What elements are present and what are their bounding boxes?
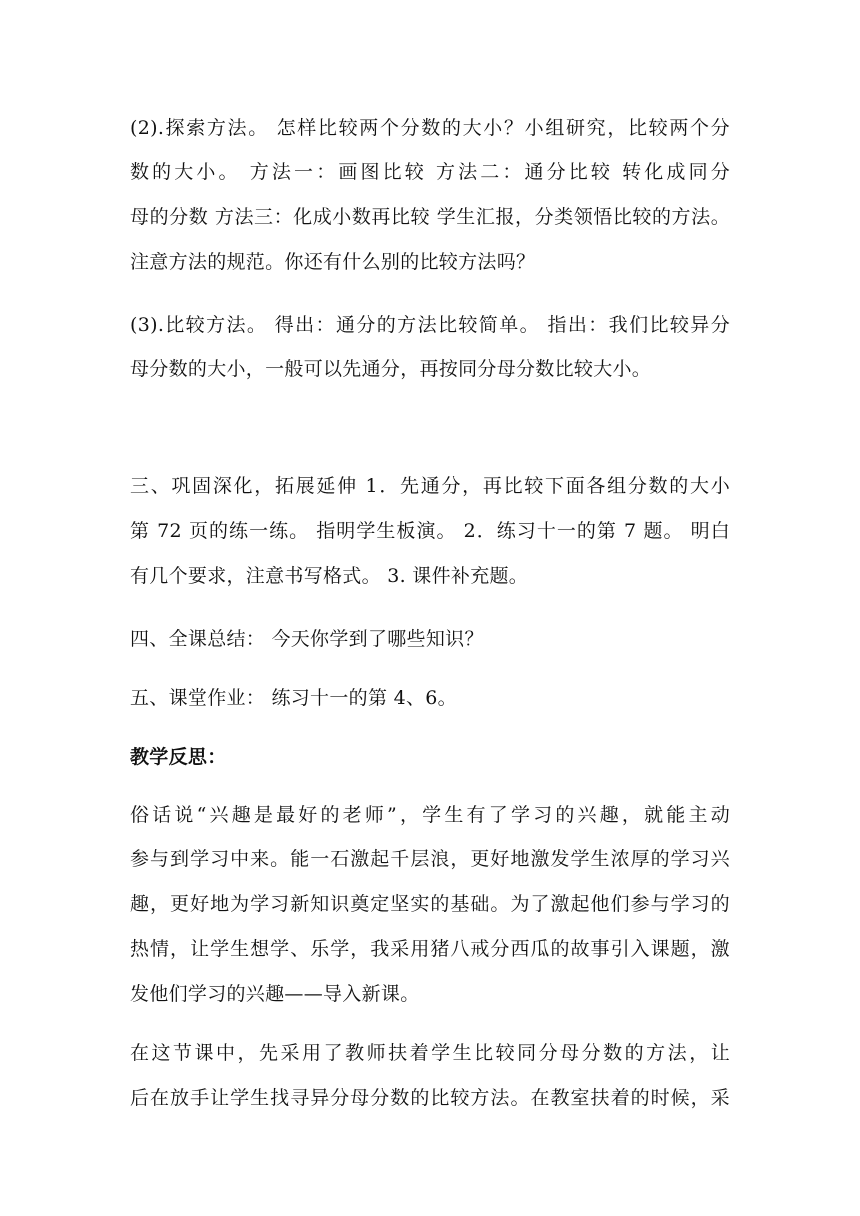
reflection-paragraph-1-line-3: 趣，更好地为学习新知识奠定坚实的基础。为了激起他们参与学习的	[130, 893, 730, 915]
reflection-paragraph-1-line-1: 俗话说“兴趣是最好的老师”，学生有了学习的兴趣，就能主动	[130, 804, 730, 826]
paragraph-compare-line-2: 母分数的大小，一般可以先通分，再按同分母分数比较大小。	[130, 358, 652, 380]
reflection-paragraph-1-line-4: 热情，让学生想学、乐学，我采用猪八戒分西瓜的故事引入课题，激	[130, 938, 730, 960]
reflection-heading: 教学反思：	[130, 746, 227, 768]
reflection-paragraph-1-line-5: 发他们学习的兴趣——导入新课。	[130, 983, 420, 1005]
section-four-summary: 四、全课总结： 今天你学到了哪些知识？	[130, 628, 484, 650]
reflection-paragraph-1-line-2: 参与到学习中来。能一石激起千层浪，更好地激发学生浓厚的学习兴	[130, 848, 730, 870]
section-three-line-2: 第 72 页的练一练。 指明学生板演。 2．练习十一的第 7 题。 明白	[130, 520, 730, 542]
section-three-line-3: 有几个要求，注意书写格式。 3. 课件补充题。	[130, 565, 529, 587]
reflection-paragraph-2-line-1: 在这节课中，先采用了教师扶着学生比较同分母分数的方法，让	[130, 1042, 730, 1064]
paragraph-explore-line-4: 注意方法的规范。你还有什么别的比较方法吗？	[130, 251, 536, 273]
paragraph-explore-line-2: 数的大小。 方法一：画图比较 方法二：通分比较 转化成同分	[130, 161, 730, 183]
paragraph-explore-line-3: 母的分数 方法三：化成小数再比较 学生汇报，分类领悟比较的方法。	[130, 206, 730, 228]
section-three-line-1: 三、巩固深化，拓展延伸 1．先通分，再比较下面各组分数的大小	[130, 475, 730, 497]
paragraph-compare-line-1: (3).比较方法。 得出：通分的方法比较简单。 指出：我们比较异分	[130, 314, 730, 336]
paragraph-explore-line-1: (2).探索方法。 怎样比较两个分数的大小？小组研究，比较两个分	[130, 117, 730, 139]
section-five-homework: 五、课堂作业： 练习十一的第 4、6。	[130, 687, 457, 709]
reflection-paragraph-2-line-2: 后在放手让学生找寻异分母分数的比较方法。在教室扶着的时候，采	[130, 1087, 730, 1109]
